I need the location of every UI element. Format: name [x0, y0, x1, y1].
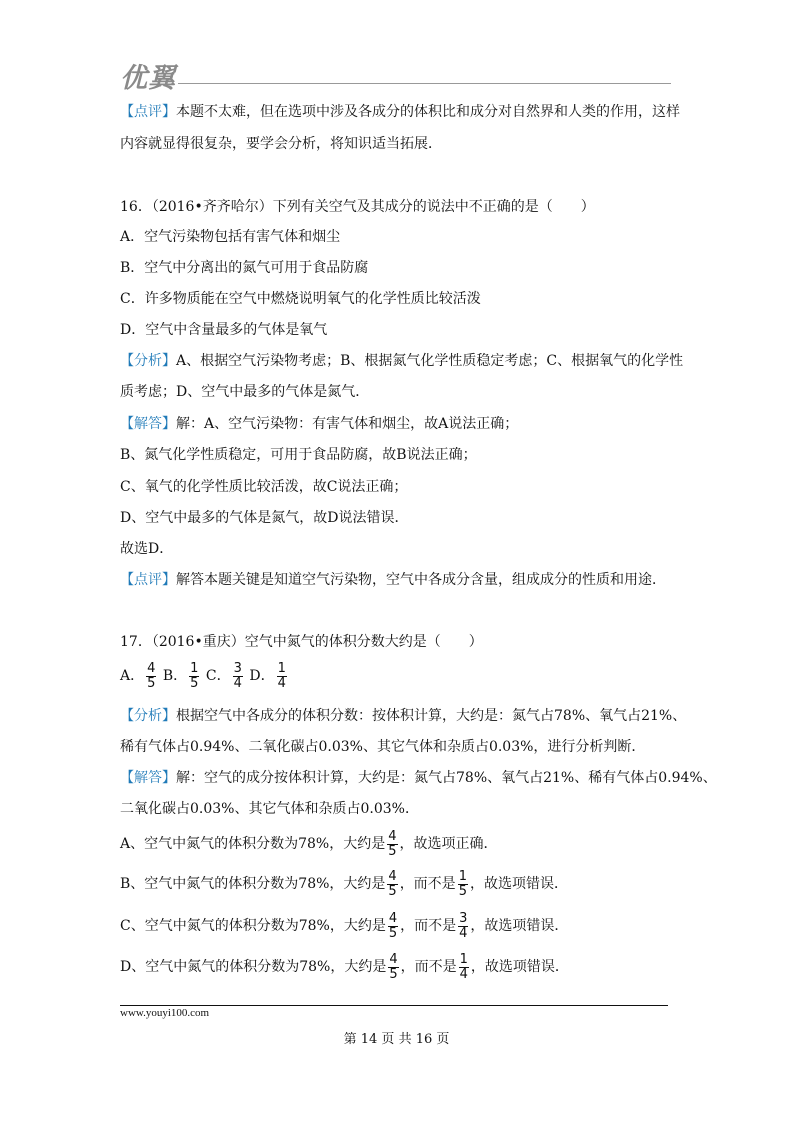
- q17-options: [120, 660, 289, 692]
- fraction-1-5: $\frac{1}{5}$: [458, 868, 467, 899]
- q16-answer-line5: 故选D．: [120, 541, 174, 557]
- q16-option-c: C．许多物质能在空气中燃烧说明氧气的化学性质比较活泼: [120, 291, 481, 307]
- q17-solution-c: C、空气中氮气的体积分数为78%，大约是 $\frac{4}{5}$ ，而不是 $\frac{3}{4}$ ，故选项错误．: [120, 910, 569, 941]
- q16-option-d: D．空气中含量最多的气体是氧气: [120, 322, 328, 338]
- answer-text: 解：空气的成分按体积计算，大约是：氮气占78%、氧气占21%、稀有气体占0.94%、: [176, 770, 717, 786]
- q16-stem: 16．（2016•齐齐哈尔）下列有关空气及其成分的说法中不正确的是（ ）: [120, 199, 595, 215]
- comment15-line2: 内容就显得很复杂，要学会分析，将知识适当拓展．: [120, 136, 442, 152]
- analysis-text: A、根据空气污染物考虑；B、根据氮气化学性质稳定考虑；C、根据氧气的化学性: [176, 353, 684, 369]
- fraction-1-5: $\frac{1}{5}$: [190, 660, 199, 691]
- fraction-3-4: $\frac{3}{4}$: [459, 910, 468, 941]
- answer-tag: 【解答】: [120, 416, 176, 432]
- fraction-4-5: $\frac{4}{5}$: [388, 868, 397, 899]
- analysis-text: 根据空气中各成分的体积分数：按体积计算，大约是：氮气占78%、氧气占21%、: [176, 708, 687, 724]
- q17-solution-d: D、空气中氮气的体积分数为78%，大约是 $\frac{4}{5}$ ，而不是 $\frac{1}{4}$ ，故选项错误．: [120, 951, 569, 982]
- answer-tag: 【解答】: [120, 770, 176, 786]
- comment15-line1: [120, 102, 680, 122]
- q17-answer-line2: 二氧化碳占0.03%、其它气体和杂质占0.03%．: [120, 801, 419, 817]
- comment-tag: 【点评】: [120, 104, 176, 120]
- q17-option-c-label: C．: [205, 668, 231, 684]
- q16-comment: [120, 570, 666, 590]
- q16-analysis-line2: 质考虑；D、空气中最多的气体是氮气．: [120, 384, 370, 400]
- fraction-4-5: $\frac{4}{5}$: [389, 951, 398, 982]
- fraction-1-4: $\frac{1}{4}$: [277, 660, 286, 691]
- analysis-tag: 【分析】: [120, 353, 176, 369]
- q17-stem: 17．（2016•重庆）空气中氮气的体积分数大约是（ ）: [120, 634, 483, 650]
- fraction-4-5: $\frac{4}{5}$: [388, 910, 398, 941]
- q17-option-d-label: D．: [249, 668, 275, 684]
- q16-option-b: B．空气中分离出的氮气可用于食品防腐: [120, 260, 369, 276]
- footer-url: www.youyi100.com: [120, 1007, 210, 1019]
- header-divider: [178, 83, 671, 84]
- q16-answer-line1: [120, 414, 518, 434]
- brand-logo: 优翼: [120, 63, 176, 94]
- q16-answer-line2: B、氮气化学性质稳定，可用于食品防腐，故B说法正确；: [120, 447, 477, 463]
- footer-divider: [120, 1005, 668, 1006]
- fraction-4-5: $\frac{4}{5}$: [147, 660, 156, 691]
- q17-solution-b: B、空气中氮气的体积分数为78%，大约是 $\frac{4}{5}$ ，而不是 $\frac{1}{5}$ ，故选项错误．: [120, 868, 568, 899]
- q16-answer-line4: D、空气中最多的气体是氮气，故D说法错误．: [120, 510, 409, 526]
- q16-option-a: A．空气污染物包括有害气体和烟尘: [120, 229, 341, 245]
- comment-text: 解答本题关键是知道空气污染物，空气中各成分含量，组成成分的性质和用途．: [176, 572, 666, 588]
- q17-analysis-line1: [120, 706, 686, 726]
- fraction-3-4: $\frac{3}{4}$: [233, 660, 242, 691]
- q17-solution-a: A、空气中氮气的体积分数为78%，大约是 $\frac{4}{5}$ ，故选项正确．: [120, 828, 498, 859]
- q16-analysis-line1: [120, 351, 683, 371]
- q17-option-b-label: B．: [162, 668, 188, 684]
- answer-text: 解：A、空气污染物：有害气体和烟尘，故A说法正确；: [176, 416, 519, 432]
- fraction-4-5: $\frac{4}{5}$: [388, 828, 397, 859]
- comment-text: 本题不太难，但在选项中涉及各成分的体积比和成分对自然界和人类的作用，这样: [176, 104, 680, 120]
- page-number: 第 14 页 共 16 页: [343, 1032, 450, 1047]
- q16-answer-line3: C、氧气的化学性质比较活泼，故C说法正确；: [120, 479, 408, 495]
- analysis-tag: 【分析】: [120, 708, 176, 724]
- q17-option-a-label: A．: [120, 668, 145, 684]
- comment-tag: 【点评】: [120, 572, 176, 588]
- q17-answer-line1: [120, 768, 717, 788]
- fraction-1-4: $\frac{1}{4}$: [459, 951, 468, 982]
- q17-analysis-line2: 稀有气体占0.94%、二氧化碳占0.03%、其它气体和杂质占0.03%，进行分析判断．: [120, 739, 646, 755]
